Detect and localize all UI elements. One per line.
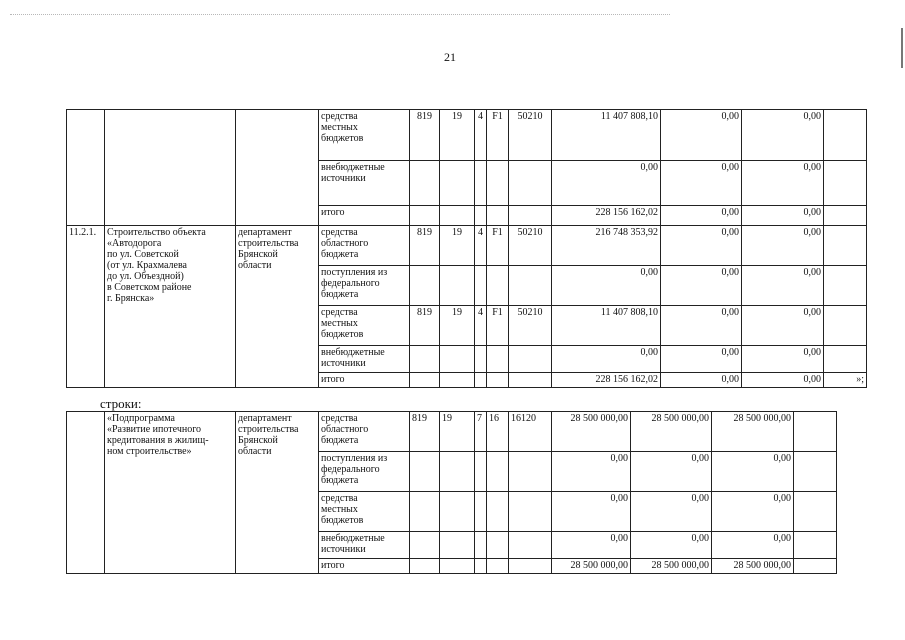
code-grbs bbox=[410, 346, 440, 373]
code-direction: 16120 bbox=[509, 412, 552, 452]
amount-year-1: 0,00 bbox=[552, 266, 661, 306]
code-grbs bbox=[410, 373, 440, 388]
code-direction bbox=[509, 492, 552, 532]
row-end-cell bbox=[824, 346, 867, 373]
row-end-cell bbox=[794, 412, 837, 452]
amount-year-2: 0,00 bbox=[661, 161, 742, 206]
funding-source: итого bbox=[319, 373, 410, 388]
code-grbs: 819 bbox=[410, 110, 440, 161]
amount-year-2: 0,00 bbox=[661, 266, 742, 306]
row-end-cell bbox=[824, 161, 867, 206]
code-program bbox=[487, 452, 509, 492]
amount-year-2: 0,00 bbox=[661, 226, 742, 266]
code-grbs: 819 bbox=[410, 226, 440, 266]
code-direction bbox=[509, 452, 552, 492]
code-grbs bbox=[410, 559, 440, 574]
code-subsection bbox=[475, 161, 487, 206]
code-direction bbox=[509, 346, 552, 373]
code-grbs bbox=[410, 492, 440, 532]
amount-year-3: 28 500 000,00 bbox=[712, 559, 794, 574]
funding-source: средства местных бюджетов bbox=[319, 110, 410, 161]
funding-source: поступления из федерального бюджета bbox=[319, 452, 410, 492]
row-end-cell bbox=[794, 532, 837, 559]
code-program: F1 bbox=[487, 306, 509, 346]
scan-edge-mark bbox=[901, 28, 903, 68]
row-end-cell bbox=[794, 452, 837, 492]
code-subsection: 4 bbox=[475, 110, 487, 161]
code-subsection bbox=[475, 346, 487, 373]
program-name: Строительство объекта «Автодорога по ул. Советской (от ул. Крахмалева до ул. Объездной) в Советском районе г. Брянска» bbox=[105, 226, 236, 388]
funding-source: средства местных бюджетов bbox=[319, 306, 410, 346]
row-end-cell bbox=[824, 226, 867, 266]
code-direction bbox=[509, 161, 552, 206]
amount-year-2: 0,00 bbox=[631, 452, 712, 492]
closing-quote: »; bbox=[824, 373, 867, 388]
code-program bbox=[487, 492, 509, 532]
code-subsection bbox=[475, 492, 487, 532]
code-subsection bbox=[475, 452, 487, 492]
funding-source: итого bbox=[319, 206, 410, 226]
amount-year-1: 11 407 808,10 bbox=[552, 110, 661, 161]
funding-source: внебюджетные источники bbox=[319, 161, 410, 206]
amount-year-3: 0,00 bbox=[712, 492, 794, 532]
amount-year-1: 0,00 bbox=[552, 532, 631, 559]
amount-year-3: 0,00 bbox=[712, 532, 794, 559]
row-end-cell bbox=[824, 206, 867, 226]
amount-year-1: 0,00 bbox=[552, 346, 661, 373]
code-section: 19 bbox=[440, 226, 475, 266]
code-subsection bbox=[475, 373, 487, 388]
code-program bbox=[487, 161, 509, 206]
row-end-cell bbox=[824, 266, 867, 306]
code-section bbox=[440, 492, 475, 532]
amount-year-1: 216 748 353,92 bbox=[552, 226, 661, 266]
funding-source: средства местных бюджетов bbox=[319, 492, 410, 532]
code-grbs bbox=[410, 452, 440, 492]
executor: департамент строительства Брянской области bbox=[236, 412, 319, 574]
code-grbs bbox=[410, 206, 440, 226]
code-program bbox=[487, 559, 509, 574]
code-grbs bbox=[410, 161, 440, 206]
code-program: F1 bbox=[487, 226, 509, 266]
code-direction: 50210 bbox=[509, 110, 552, 161]
code-direction bbox=[509, 373, 552, 388]
funding-source: внебюджетные источники bbox=[319, 346, 410, 373]
funding-source: внебюджетные источники bbox=[319, 532, 410, 559]
code-direction: 50210 bbox=[509, 226, 552, 266]
amount-year-1: 11 407 808,10 bbox=[552, 306, 661, 346]
amount-year-2: 0,00 bbox=[661, 346, 742, 373]
page-number: 21 bbox=[444, 50, 456, 64]
code-subsection bbox=[475, 532, 487, 559]
amount-year-1: 28 500 000,00 bbox=[552, 412, 631, 452]
code-program bbox=[487, 266, 509, 306]
code-subsection: 4 bbox=[475, 226, 487, 266]
code-section bbox=[440, 266, 475, 306]
amount-year-3: 0,00 bbox=[742, 110, 824, 161]
code-section bbox=[440, 452, 475, 492]
code-program bbox=[487, 373, 509, 388]
code-program bbox=[487, 346, 509, 373]
amount-year-3: 0,00 bbox=[742, 346, 824, 373]
amount-year-3: 0,00 bbox=[742, 373, 824, 388]
code-section bbox=[440, 206, 475, 226]
funding-source: итого bbox=[319, 559, 410, 574]
amount-year-1: 228 156 162,02 bbox=[552, 206, 661, 226]
amount-year-2: 28 500 000,00 bbox=[631, 559, 712, 574]
code-section bbox=[440, 161, 475, 206]
row-end-cell bbox=[824, 110, 867, 161]
amount-year-2: 0,00 bbox=[661, 373, 742, 388]
row-number bbox=[67, 412, 105, 574]
code-grbs bbox=[410, 266, 440, 306]
row-end-cell bbox=[824, 306, 867, 346]
code-direction bbox=[509, 266, 552, 306]
code-subsection: 4 bbox=[475, 306, 487, 346]
code-section bbox=[440, 559, 475, 574]
amount-year-2: 0,00 bbox=[661, 110, 742, 161]
amount-year-3: 0,00 bbox=[742, 266, 824, 306]
code-section: 19 bbox=[440, 412, 475, 452]
budget-table-top bbox=[66, 109, 867, 388]
amount-year-2: 0,00 bbox=[631, 492, 712, 532]
code-program bbox=[487, 532, 509, 559]
table-row bbox=[67, 110, 867, 161]
executor: департамент строительства Брянской области bbox=[236, 226, 319, 388]
table-row bbox=[67, 226, 867, 266]
amount-year-2: 0,00 bbox=[661, 206, 742, 226]
row-number: 11.2.1. bbox=[67, 226, 105, 388]
funding-source: средства областного бюджета bbox=[319, 412, 410, 452]
amount-year-1: 0,00 bbox=[552, 452, 631, 492]
amount-year-1: 0,00 bbox=[552, 492, 631, 532]
code-direction bbox=[509, 559, 552, 574]
amount-year-3: 0,00 bbox=[742, 226, 824, 266]
row-end-cell bbox=[794, 559, 837, 574]
row-end-cell bbox=[794, 492, 837, 532]
amount-year-1: 228 156 162,02 bbox=[552, 373, 661, 388]
section-label: строки: bbox=[100, 396, 142, 411]
scan-artifact-line bbox=[10, 14, 670, 15]
amount-year-3: 28 500 000,00 bbox=[712, 412, 794, 452]
amount-year-3: 0,00 bbox=[742, 161, 824, 206]
code-subsection bbox=[475, 559, 487, 574]
code-program bbox=[487, 206, 509, 226]
funding-source: поступления из федерального бюджета bbox=[319, 266, 410, 306]
amount-year-2: 28 500 000,00 bbox=[631, 412, 712, 452]
budget-table-bottom bbox=[66, 411, 837, 574]
amount-year-2: 0,00 bbox=[631, 532, 712, 559]
table-row bbox=[67, 412, 837, 452]
code-section bbox=[440, 346, 475, 373]
row-number-cell bbox=[67, 110, 105, 226]
executor-cell bbox=[236, 110, 319, 226]
code-direction bbox=[509, 206, 552, 226]
code-program: 16 bbox=[487, 412, 509, 452]
program-name: «Подпрограмма «Развитие ипотечного кредитования в жилищ- ном строительстве» bbox=[105, 412, 236, 574]
code-section: 19 bbox=[440, 306, 475, 346]
code-subsection bbox=[475, 266, 487, 306]
code-direction: 50210 bbox=[509, 306, 552, 346]
amount-year-3: 0,00 bbox=[742, 206, 824, 226]
code-subsection: 7 bbox=[475, 412, 487, 452]
amount-year-1: 28 500 000,00 bbox=[552, 559, 631, 574]
code-section bbox=[440, 373, 475, 388]
amount-year-2: 0,00 bbox=[661, 306, 742, 346]
funding-source: средства областного бюджета bbox=[319, 226, 410, 266]
code-grbs: 819 bbox=[410, 306, 440, 346]
code-section: 19 bbox=[440, 110, 475, 161]
amount-year-1: 0,00 bbox=[552, 161, 661, 206]
program-name-cell bbox=[105, 110, 236, 226]
code-grbs bbox=[410, 532, 440, 559]
code-section bbox=[440, 532, 475, 559]
code-program: F1 bbox=[487, 110, 509, 161]
amount-year-3: 0,00 bbox=[712, 452, 794, 492]
code-direction bbox=[509, 532, 552, 559]
code-subsection bbox=[475, 206, 487, 226]
amount-year-3: 0,00 bbox=[742, 306, 824, 346]
code-grbs: 819 bbox=[410, 412, 440, 452]
